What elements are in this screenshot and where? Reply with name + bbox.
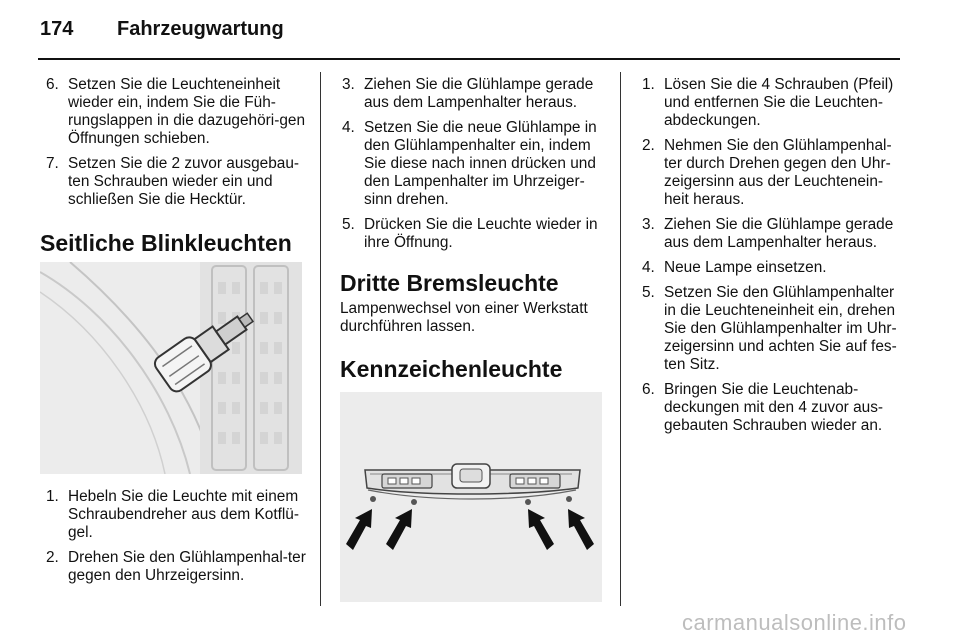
watermark: carmanualsonline.info xyxy=(682,610,907,635)
step-text: Setzen Sie die 2 zuvor ausgebau-ten Schrauben wieder ein und schließen Sie die Hecktür. xyxy=(68,155,300,208)
step-text: Nehmen Sie den Glühlampenhal-ter durch Drehen gegen den Uhr-zeigersinn aus der Leuchtenein-heit heraus. xyxy=(664,137,892,208)
step-number: 6. xyxy=(46,76,59,93)
list-item xyxy=(44,76,306,148)
license-plate-light-illustration xyxy=(340,392,602,602)
paragraph-workshop: Lampenwechsel von einer Werkstatt durchführen lassen. xyxy=(340,300,588,335)
step-text: Hebeln Sie die Leuchte mit einem Schraubendreher aus dem Kotflü-gel. xyxy=(68,488,299,541)
header-rule xyxy=(38,58,900,60)
step-text: Bringen Sie die Leuchtenab-deckungen mit den 4 zuvor aus-gebauten Schrauben wieder an. xyxy=(664,381,884,434)
steps-list-top xyxy=(44,76,306,209)
column-3 xyxy=(640,76,902,442)
step-number: 5. xyxy=(342,216,355,233)
section-heading-seitliche-blinkleuchten: Seitliche Blinkleuchten xyxy=(40,230,292,256)
section-heading-kennzeichenleuchte: Kennzeichenleuchte xyxy=(340,356,563,382)
list-item xyxy=(340,216,604,252)
list-item xyxy=(640,137,902,209)
step-number: 3. xyxy=(642,216,655,233)
list-item xyxy=(340,76,604,112)
step-text: Neue Lampe einsetzen. xyxy=(664,259,827,276)
list-item xyxy=(44,155,306,209)
step-number: 6. xyxy=(642,381,655,398)
step-number: 1. xyxy=(642,76,655,93)
column-2 xyxy=(340,76,604,259)
column-1-lower xyxy=(44,488,306,592)
step-text: Setzen Sie die Leuchteneinheit wieder ein, indem Sie die Füh-rungslappen in die dazugehöri-gen Öffnungen schieben. xyxy=(68,76,306,147)
figure-side-indicator xyxy=(40,262,302,474)
steps-list-col3 xyxy=(640,76,902,435)
steps-list-bottom xyxy=(44,488,306,585)
chapter-title: Fahrzeugwartung xyxy=(117,18,284,40)
step-text: Ziehen Sie die Glühlampe gerade aus dem Lampenhalter heraus. xyxy=(364,76,594,111)
step-number: 4. xyxy=(342,119,355,136)
step-text: Ziehen Sie die Glühlampe gerade aus dem Lampenhalter heraus. xyxy=(664,216,894,251)
list-item xyxy=(640,284,902,374)
section-heading-dritte-bremsleuchte: Dritte Bremsleuchte xyxy=(340,270,559,296)
step-number: 4. xyxy=(642,259,655,276)
list-item xyxy=(640,216,902,252)
step-number: 3. xyxy=(342,76,355,93)
column-divider-2 xyxy=(620,72,621,606)
figure-license-plate-light xyxy=(340,392,602,602)
column-divider-1 xyxy=(320,72,321,606)
step-number: 2. xyxy=(46,549,59,566)
list-item xyxy=(44,488,306,542)
list-item xyxy=(340,119,604,209)
page-number: 174 xyxy=(40,18,74,40)
list-item xyxy=(44,549,306,585)
step-number: 5. xyxy=(642,284,655,301)
side-indicator-illustration xyxy=(40,262,302,474)
step-text: Setzen Sie den Glühlampenhalter in die Leuchteneinheit ein, drehen Sie den Glühlampenhalter im Uhr-zeigersinn und achten Sie auf fes-ten Sitz. xyxy=(664,284,897,373)
list-item xyxy=(640,259,902,277)
step-number: 2. xyxy=(642,137,655,154)
list-item xyxy=(640,76,902,130)
step-text: Drücken Sie die Leuchte wieder in ihre Öffnung. xyxy=(364,216,598,251)
steps-list-col2 xyxy=(340,76,604,252)
step-number: 7. xyxy=(46,155,59,172)
step-text: Setzen Sie die neue Glühlampe in den Glühlampenhalter ein, indem Sie diese nach innen drücken und den Lampenhalter im Uhrzeiger-sinn drehen. xyxy=(364,119,597,208)
list-item xyxy=(640,381,902,435)
step-number: 1. xyxy=(46,488,59,505)
step-text: Drehen Sie den Glühlampenhal-ter gegen den Uhrzeigersinn. xyxy=(68,549,306,584)
step-text: Lösen Sie die 4 Schrauben (Pfeil) und entfernen Sie die Leuchten-abdeckungen. xyxy=(664,76,894,129)
column-1 xyxy=(44,76,306,216)
